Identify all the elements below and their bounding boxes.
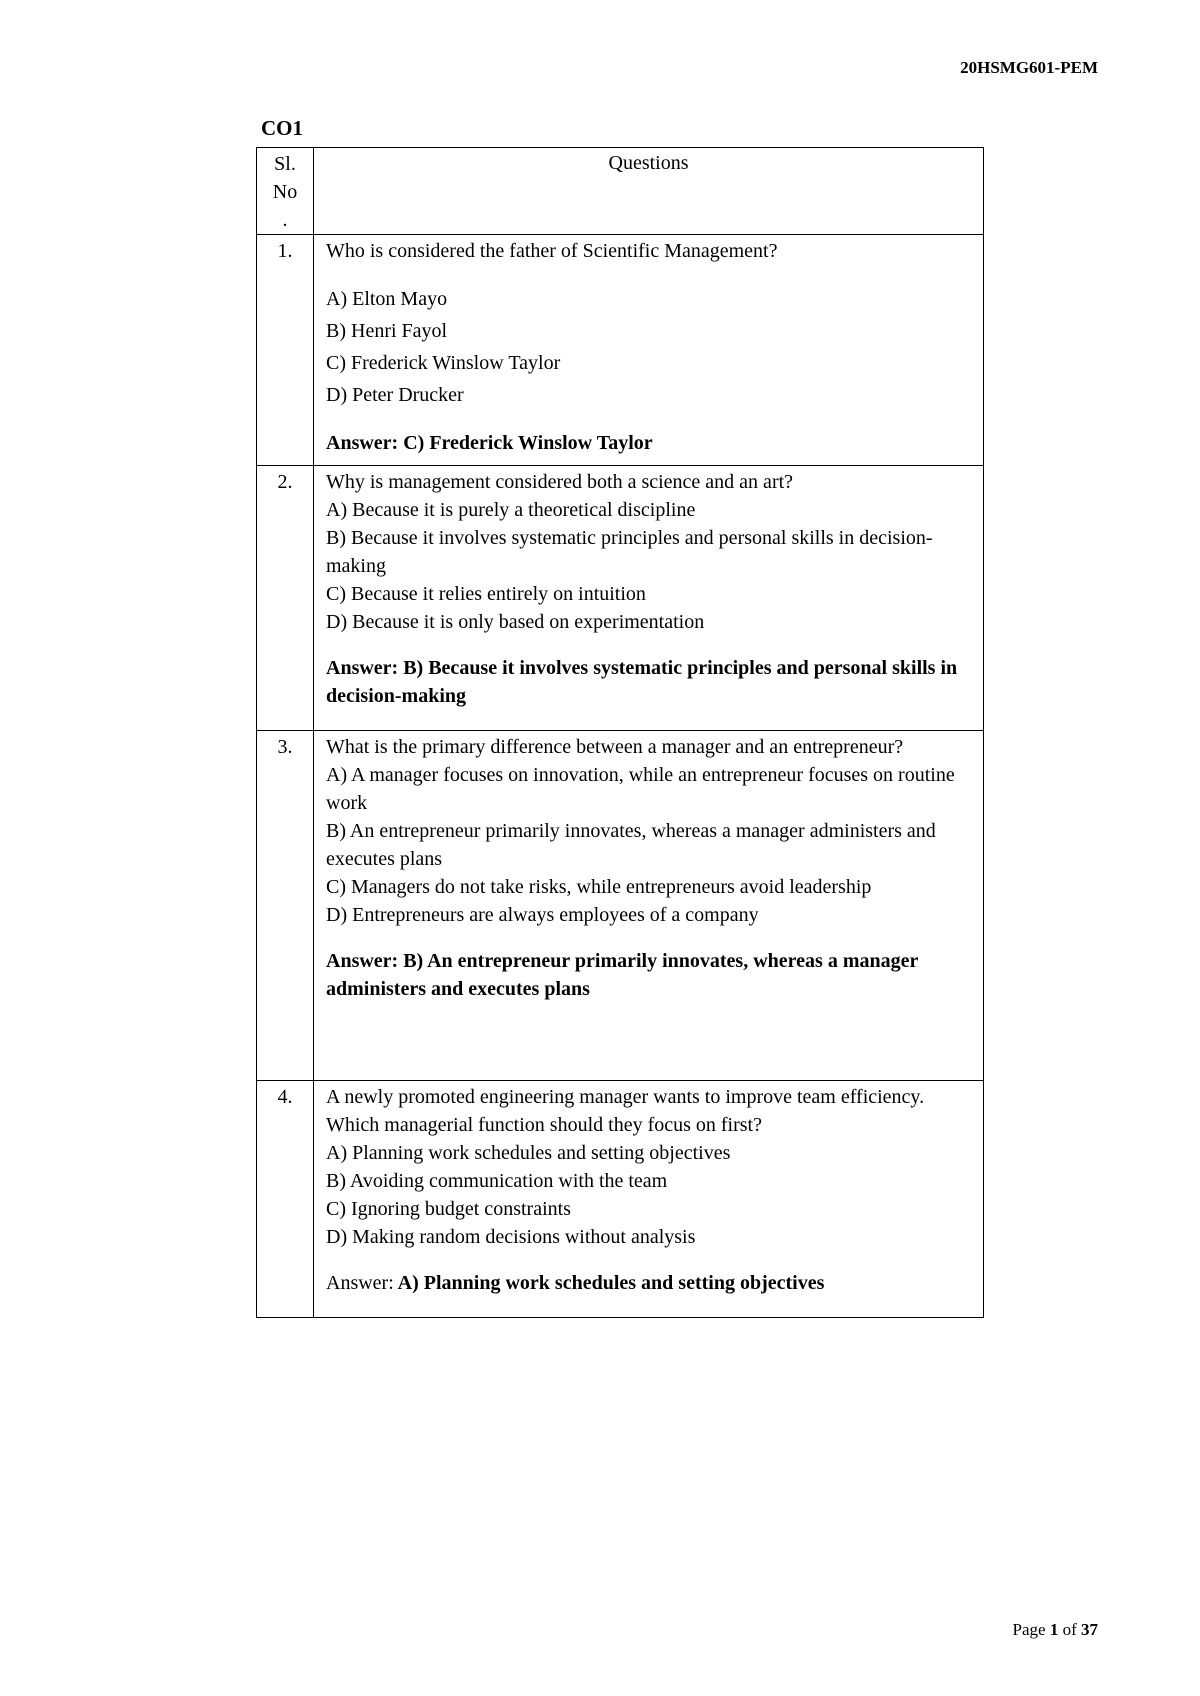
slno-header-line: No [272,181,298,203]
answer-text: A) Planning work schedules and setting objectives [397,1272,825,1294]
page-number: 1 [1049,1620,1059,1639]
question-text: Who is considered the father of Scientific Management? [326,240,778,262]
answer [326,1269,973,1297]
option-c: C) Because it relies entirely on intuition [326,583,646,605]
page-footer [1013,1620,1098,1640]
option-a: A) Planning work schedules and setting objectives [326,1142,731,1164]
page-total: 37 [1081,1620,1098,1639]
slno-header [257,148,314,235]
document-code: 20HSMG601-PEM [960,58,1098,77]
table-row [257,1081,984,1318]
answer-label: Answer: [326,1272,394,1294]
option-b: B) Henri Fayol [326,320,448,342]
option-c: C) Frederick Winslow Taylor [326,352,561,374]
answer-text: C) Frederick Winslow Taylor [403,432,653,454]
table-row [257,466,984,731]
option-b: B) An entrepreneur primarily innovates, whereas a manager administers and executes plans [326,820,936,870]
section-title: CO1 [261,116,303,140]
question-number: 1. [257,235,314,466]
question-cell [314,235,984,466]
question-cell [314,1081,984,1318]
option-c: C) Ignoring budget constraints [326,1198,571,1220]
option-d: D) Peter Drucker [326,384,464,406]
option-a: A) Elton Mayo [326,288,448,310]
answer-label: Answer: [326,950,399,972]
question-text: Why is management considered both a science and an art? [326,471,794,493]
question-text: A newly promoted engineering manager wants to improve team efficiency. Which managerial function should they focus on first? [326,1086,925,1136]
question-number: 2. [257,466,314,731]
question-number: 3. [257,731,314,1081]
answer-label: Answer: [326,657,399,679]
answer-label: Answer: [326,432,399,454]
question-cell [314,466,984,731]
questions-header: Questions [314,148,984,235]
option-d: D) Making random decisions without analysis [326,1226,696,1248]
questions-table [256,147,984,1318]
slno-header-line: Sl. [274,153,296,175]
page-word: Page [1012,1620,1046,1639]
answer [326,947,973,1003]
option-a: A) A manager focuses on innovation, while an entrepreneur focuses on routine work [326,764,955,814]
answer [326,429,973,457]
answer-text: B) Because it involves systematic principles and personal skills in decision-making [326,657,958,707]
table-row [257,731,984,1081]
question-cell [314,731,984,1081]
of-word: of [1062,1620,1077,1639]
option-a: A) Because it is purely a theoretical discipline [326,499,696,521]
table-row [257,235,984,466]
option-d: D) Entrepreneurs are always employees of a company [326,904,759,926]
question-number: 4. [257,1081,314,1318]
table-header-row [257,148,984,235]
slno-header-line: . [282,209,288,231]
question-text: What is the primary difference between a manager and an entrepreneur? [326,736,904,758]
answer [326,654,973,710]
option-b: B) Avoiding communication with the team [326,1170,668,1192]
option-d: D) Because it is only based on experimentation [326,611,705,633]
answer-text: B) An entrepreneur primarily innovates, whereas a manager administers and executes plans [326,950,919,1000]
option-c: C) Managers do not take risks, while entrepreneurs avoid leadership [326,876,872,898]
option-b: B) Because it involves systematic principles and personal skills in decision-making [326,527,933,577]
